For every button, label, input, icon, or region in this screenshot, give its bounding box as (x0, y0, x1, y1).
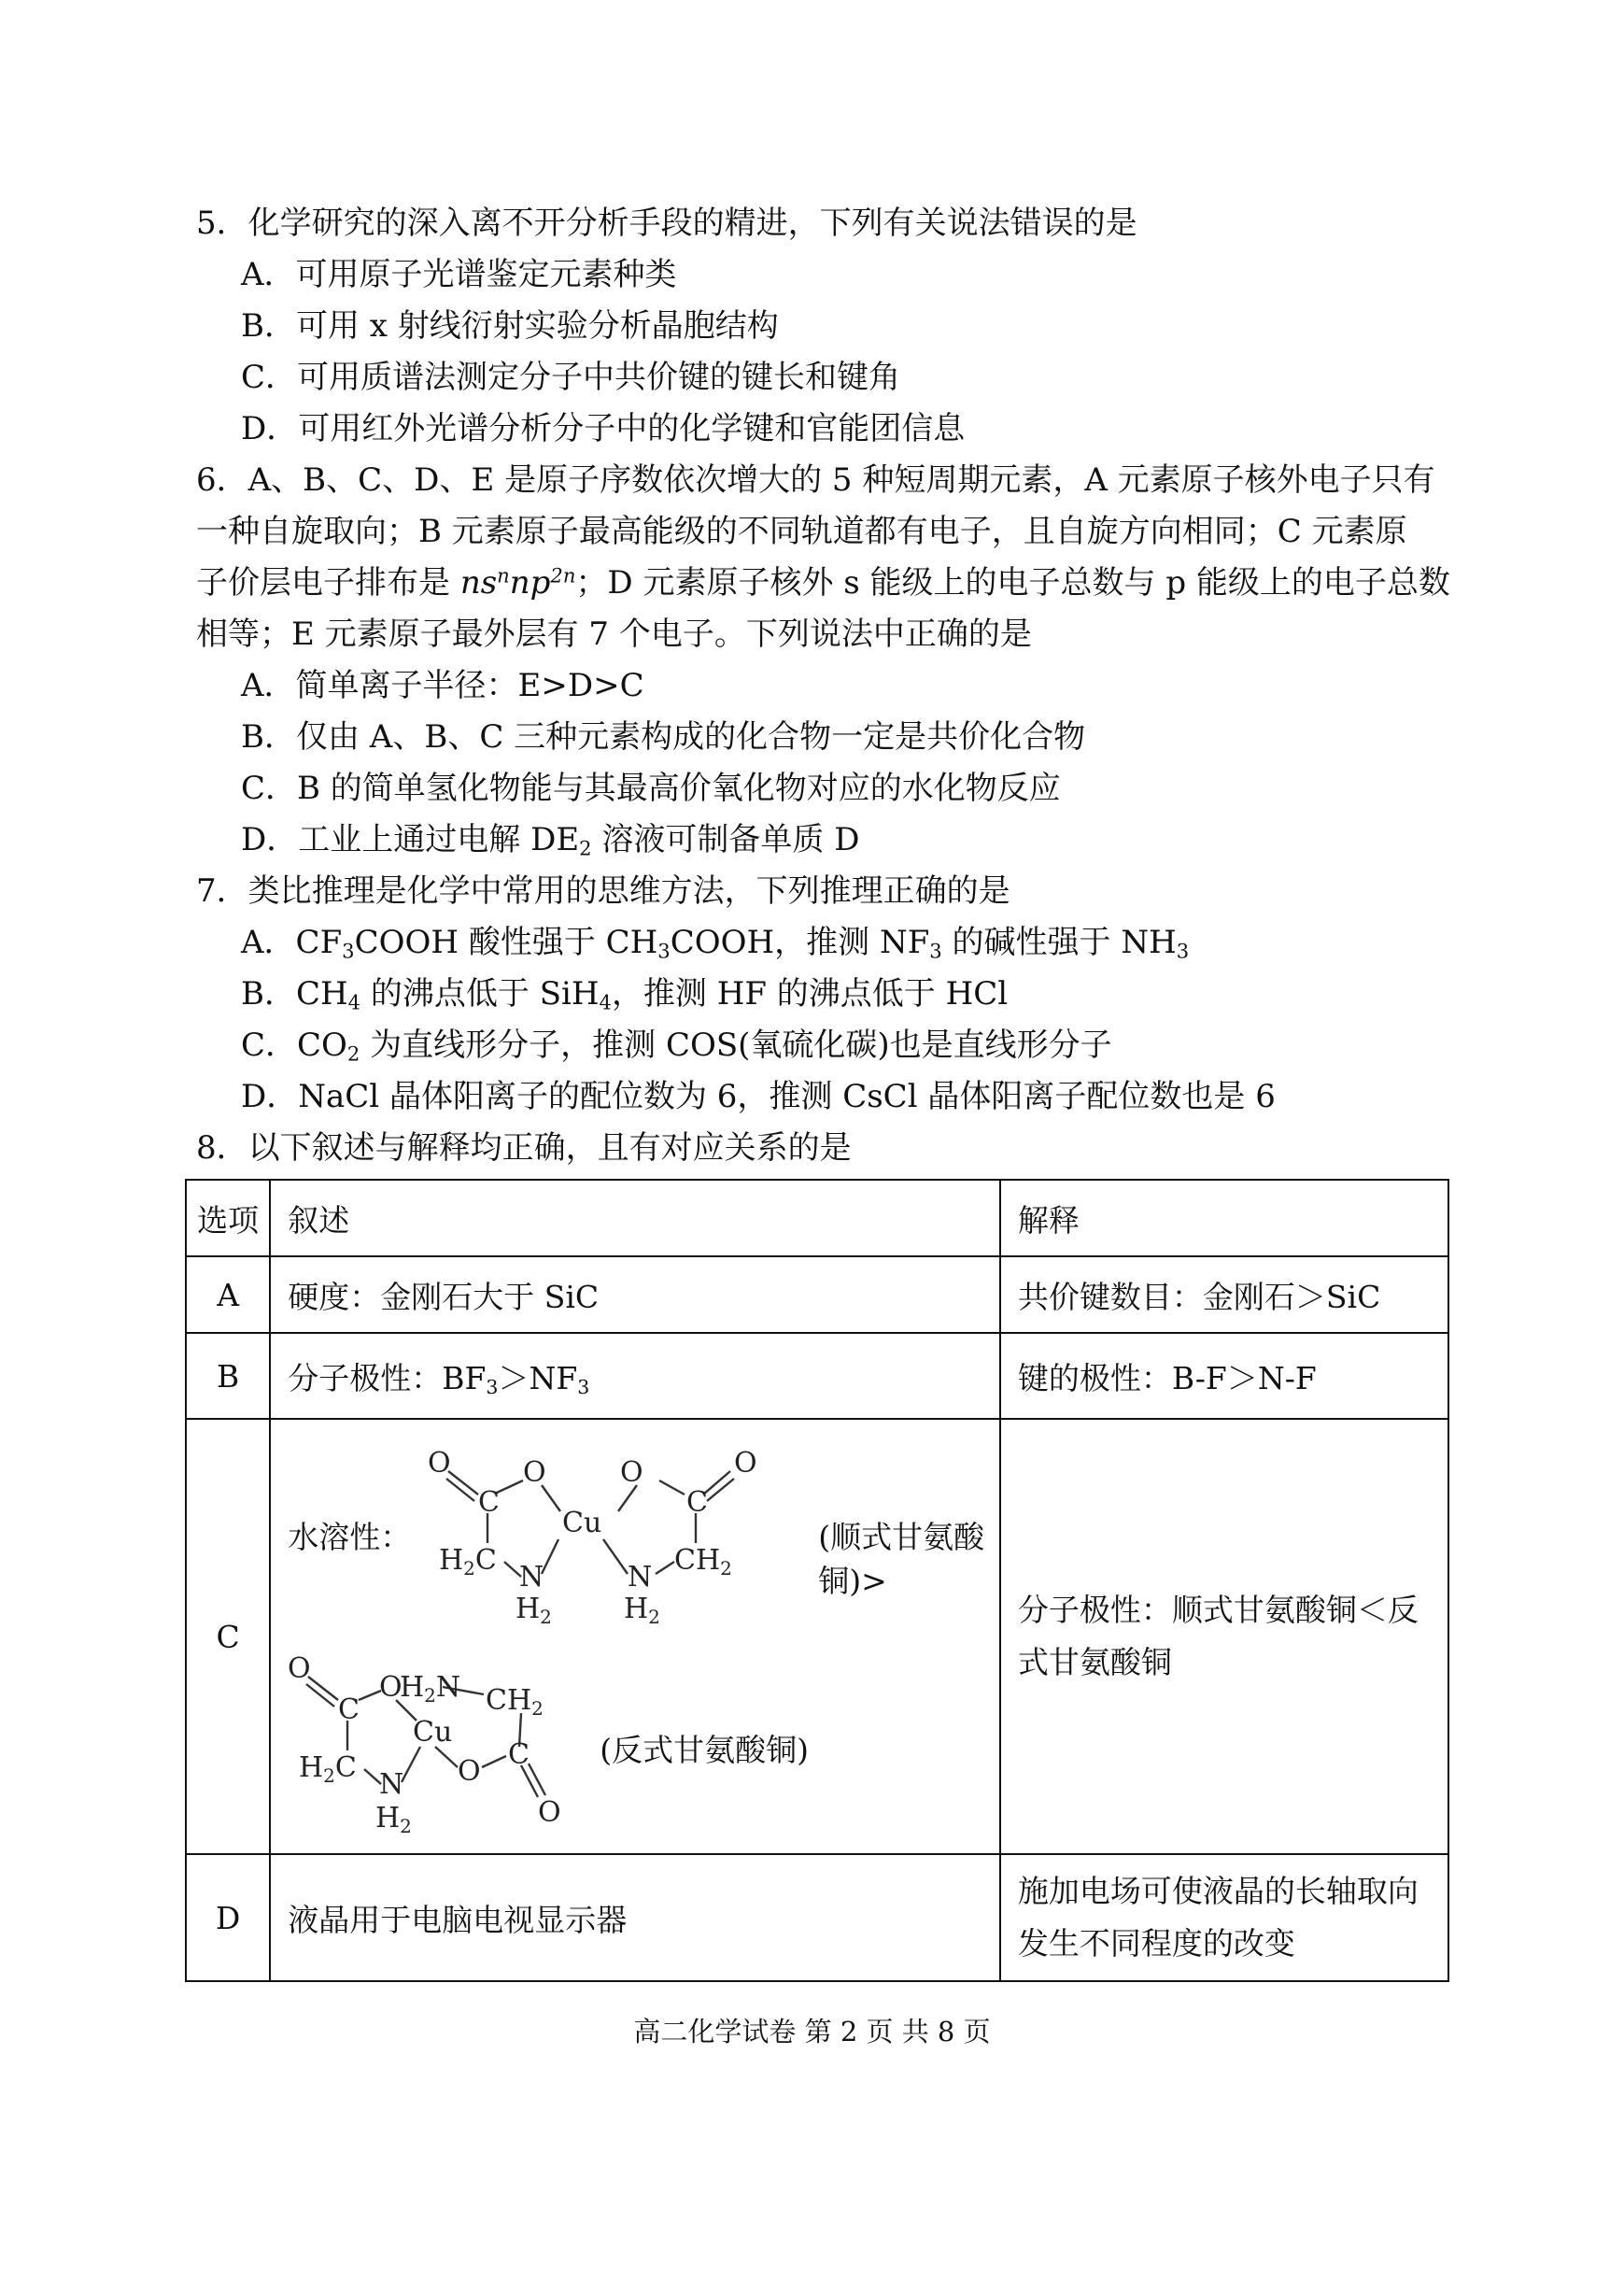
q6-option-a: A．简单离子半径：E>D>C (241, 667, 644, 704)
atom-label: N (379, 1768, 404, 1801)
atom-label: C (478, 1486, 501, 1519)
row-explanation: 共价键数目：金刚石＞SiC (1000, 1256, 1448, 1333)
cis-label: (顺式甘氨酸铜)> (818, 1519, 985, 1599)
atom-label: $H_2$ (624, 1593, 661, 1625)
atom-label: C (338, 1693, 360, 1726)
q7-stem: 7．类比推理是化学中常用的思维方法，下列推理正确的是 (196, 872, 1010, 910)
page-footer: 高二化学试卷 第 2 页 共 8 页 (633, 2016, 991, 2047)
water-solubility-label: 水溶性： (288, 1519, 412, 1555)
q8-table (185, 1179, 1449, 1982)
row-option: D (186, 1854, 270, 1981)
row-statement: 硬度：金刚石大于 SiC (270, 1256, 1000, 1333)
q5-option-d: D．可用红外光谱分析分子中的化学键和官能团信息 (241, 410, 966, 447)
table-row (186, 1419, 1448, 1854)
row-explanation: 施加电场可使液晶的长轴取向发生不同程度的改变 (1000, 1854, 1448, 1981)
row-explanation: 分子极性：顺式甘氨酸铜＜反式甘氨酸铜 (1000, 1419, 1448, 1854)
q5-option-a: A．可用原子光谱鉴定元素种类 (241, 256, 677, 293)
q7-option-d: D．NaCl 晶体阳离子的配位数为 6，推测 CsCl 晶体阳离子配位数也是 6 (241, 1078, 1276, 1115)
atom-label: $CH_2$ (674, 1544, 733, 1580)
row-statement: 液晶用于电脑电视显示器 (270, 1854, 1000, 1981)
row-statement (270, 1419, 1000, 1854)
electron-config: $ns^nnp^{2n}$ (459, 563, 576, 602)
table-row (186, 1256, 1448, 1333)
table-row (186, 1333, 1448, 1419)
row-option: A (186, 1256, 270, 1333)
q7-option-a: A．$CF_3COOH$ 酸性强于 $CH_3COOH$，推测 $NF_3$ 的碱性强于 $NH_3$ (241, 924, 1190, 963)
atom-label: C (686, 1486, 709, 1519)
row-statement: 分子极性：$BF_3>NF_3$ (270, 1333, 1000, 1419)
atom-label: O (379, 1671, 402, 1704)
q6-option-d: D．工业上通过电解 $DE_2$ 溶液可制备单质 D (241, 821, 860, 860)
header-statement: 叙述 (270, 1180, 1000, 1256)
q5-option-b: B．可用 x 射线衍射实验分析晶胞结构 (241, 307, 779, 345)
atom-label: $H_2N$ (400, 1671, 461, 1707)
trans-label: (反式甘氨酸铜) (600, 1732, 810, 1768)
q7-option-b: B．$CH_4$ 的沸点低于 SiH$_4$，推测 HF 的沸点低于 HCl (241, 975, 1009, 1014)
q6-stem-line3: 子价层电子排布是 $ns^nnp^{2n}$；D 元素原子核外 s 能级上的电子总数与 p 能级上的电子总数 (196, 563, 1450, 602)
q5-stem: 5．化学研究的深入离不开分析手段的精进，下列有关说法错误的是 (196, 205, 1137, 242)
table-row (186, 1854, 1448, 1981)
table-header-row (186, 1180, 1448, 1256)
atom-label: $CH_2$ (486, 1684, 544, 1720)
atom-label: O (523, 1456, 546, 1489)
atom-label: N (628, 1561, 653, 1594)
atom-label: $H_2C$ (439, 1544, 498, 1580)
q8-stem: 8．以下叙述与解释均正确，且有对应关系的是 (196, 1129, 852, 1167)
atom-label: O (620, 1456, 643, 1489)
atom-label: Cu (562, 1507, 602, 1539)
atom-label: O (538, 1796, 561, 1829)
atom-label: $H_2C$ (299, 1751, 358, 1787)
atom-label: O (428, 1447, 451, 1480)
q6-option-b: B．仅由 A、B、C 三种元素构成的化合物一定是共价化合物 (241, 718, 1086, 756)
atom-label: O (734, 1447, 757, 1480)
atom-label: $H_2$ (515, 1593, 553, 1625)
q6-option-c: C．B 的简单氢化物能与其最高价氧化物对应的水化物反应 (241, 770, 1061, 807)
atom-label: N (519, 1561, 544, 1594)
row-option: C (186, 1419, 270, 1854)
header-option: 选项 (186, 1180, 270, 1256)
cis-glycine-copper-structure (420, 1438, 812, 1625)
atom-label: C (508, 1738, 530, 1771)
q6-stem-line1: 6．A、B、C、D、E 是原子序数依次增大的 5 种短周期元素，A 元素原子核外电子只有 (196, 461, 1435, 499)
atom-label: Cu (413, 1716, 453, 1749)
header-explanation: 解释 (1000, 1180, 1448, 1256)
q6-stem-line2: 一种自旋取向；B 元素原子最高能级的不同轨道都有电子，且自旋方向相同；C 元素原 (196, 513, 1407, 550)
row-explanation: 键的极性：B-F＞N-F (1000, 1333, 1448, 1419)
atom-label: O (288, 1652, 311, 1685)
q5-option-c: C．可用质谱法测定分子中共价键的键长和键角 (241, 359, 901, 396)
q6-stem-line4: 相等；E 元素原子最外层有 7 个电子。下列说法中正确的是 (196, 616, 1032, 653)
q7-option-c: C．$CO_2$ 为直线形分子，推测 COS(氧硫化碳)也是直线形分子 (241, 1027, 1112, 1066)
atom-label: $H_2$ (375, 1802, 413, 1837)
trans-glycine-copper-structure (284, 1644, 601, 1840)
atom-label: O (458, 1755, 481, 1788)
row-option: B (186, 1333, 270, 1419)
